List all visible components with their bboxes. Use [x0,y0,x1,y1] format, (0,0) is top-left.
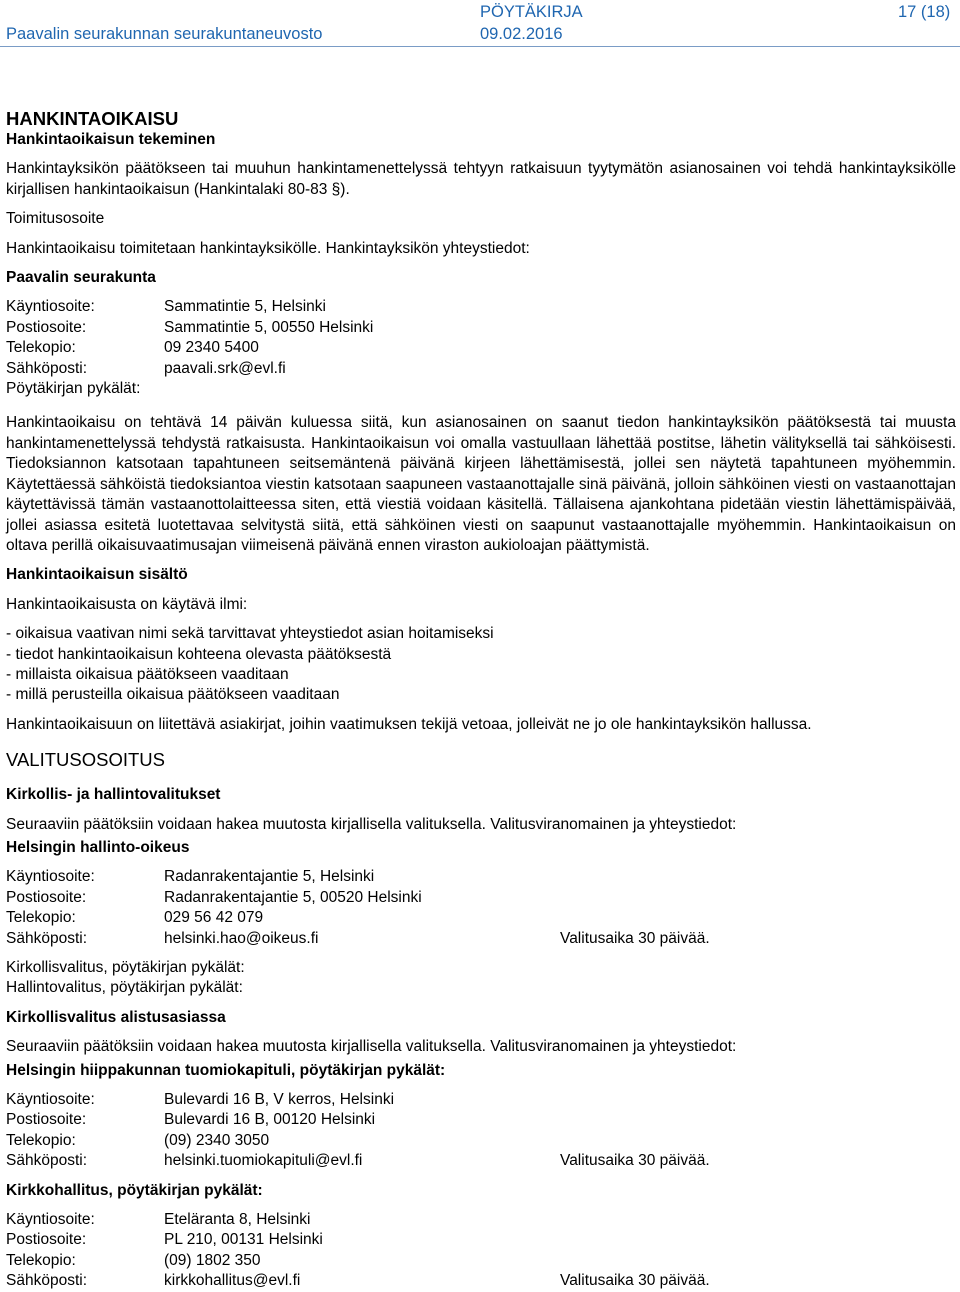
contact-row [6,929,956,949]
contact-value: Sammatintie 5, 00550 Helsinki [164,318,374,336]
contact-row [6,1110,956,1130]
appeal-period: Valitusaika 30 päivää. [560,1272,710,1290]
header-organization: Paavalin seurakunnan seurakuntaneuvosto [6,25,323,43]
contact-row [6,1251,956,1271]
chapter-name: Helsingin hiippakunnan tuomiokapituli, pöytäkirjan pykälät: [6,1061,446,1079]
contact-value: Bulevardi 16 B, V kerros, Helsinki [164,1091,395,1109]
contact-value: Radanrakentajantie 5, 00520 Helsinki [164,888,422,906]
list-item: - oikaisua vaativan nimi sekä tarvittavat yhteystiedot asian hoitamiseksi [6,625,494,643]
section-title-hankintaoikaisu: HANKINTAOIKAISU [6,108,179,129]
contact-row [6,297,956,317]
court-details [6,867,956,949]
contact-label: Postiosoite: [6,1111,87,1129]
contact-row [6,1131,956,1151]
alistus-heading: Kirkollisvalitus alistusasiassa [6,1008,226,1026]
contact-row [6,1090,956,1110]
address-text: Hankintaoikaisu toimitetaan hankintayksikölle. Hankintayksikön yhteystiedot: [6,239,530,257]
header-page-number: 17 (18) [898,3,951,21]
contact-email[interactable]: helsinki.tuomiokapituli@evl.fi [164,1152,363,1170]
appeal-period: Valitusaika 30 päivää. [560,929,710,947]
contact-email[interactable]: helsinki.hao@oikeus.fi [164,929,319,947]
contact-label: Telekopio: [6,909,76,927]
court-name: Helsingin hallinto-oikeus [6,838,190,856]
list-item: - millaista oikaisua päätökseen vaaditaan [6,665,289,683]
contact-value: Eteläranta 8, Helsinki [164,1211,311,1229]
content-heading: Hankintaoikaisun sisältö [6,566,188,584]
header-date: 09.02.2016 [480,25,563,43]
church-appeal-label: Kirkollisvalitus, pöytäkirjan pykälät: [6,959,245,976]
appeal-intro: Seuraaviin päätöksiin voidaan hakea muutosta kirjallisella valituksella. Valitusviranomainen ja yhteystiedot: [6,815,737,833]
contact-value: Sammatintie 5, Helsinki [164,298,326,316]
contact-email[interactable]: paavali.srk@evl.fi [164,359,286,377]
contact-value: (09) 2340 3050 [164,1131,270,1149]
document-body [6,108,956,1292]
contact-label: Käyntiosoite: [6,1091,95,1109]
contact-label: Käyntiosoite: [6,1211,95,1229]
contact-label: Telekopio: [6,339,76,357]
list-item: - tiedot hankintaoikaisun kohteena olevasta päätöksestä [6,645,392,663]
contact-row [6,867,956,887]
subsection-title: Hankintaoikaisun tekeminen [6,131,216,148]
attachments-paragraph: Hankintaoikaisuun on liitettävä asiakirjat, joihin vaatimuksen tekijä vetoaa, jolleivät ne jo ole hankintayksikön hallussa. [6,715,812,733]
intro-paragraph: Hankintayksikön päätökseen tai muuhun hankintamenettelyssä tehtyyn ratkaisuun tyytymätön asianosainen voi tehdä hankintayksikölle kirjallisen hankintaoikaisun (Hankintalaki 80-83 §). [6,160,956,198]
contact-name: Paavalin seurakunta [6,269,156,287]
contact-row [6,1151,956,1171]
body-paragraph: Hankintaoikaisu on tehtävä 14 päivän kuluessa siitä, kun asianosainen on saanut tiedon hankintayksikön päätöksestä tai muusta hankintamenettelyssä tehdystä ratkaisusta. Hankintaoikaisun voi omalla vastuullaan lähettää postitse, lähetin välityksellä tai sähköisesti. Tiedoksiannon katsotaan tapahtuneen seitsemäntenä päivänä kirjeen lähettämisestä, jollei sen näytetä tapahtuneen myöhemmin. Käytettäessä sähköistä tiedoksiantoa viestin katsotaan saapuneen vastaanottajalle sinä päivänä, jolloin sähköinen viesti on vastaanottajan käytettävissä tämän vastaanottolaitteessa siten, että viestiä voidaan käsitellä. Tällaisena ajankohtana pidetään viestin lähettämispäivää, jollei asiassa esitetä luotettavaa selvitystä siitä, että sähköinen viesti on saapunut vastaanottajalle myöhemmin. Hankintaoikaisun on oltava perillä oikaisuvaatimusajan viimeisenä päivänä ennen viraston aukioloajan päättymistä. [6,414,956,554]
appeal-period: Valitusaika 30 päivää. [560,1152,710,1170]
sections-label: Pöytäkirjan pykälät: [6,380,141,398]
content-list [6,624,956,706]
contact-row [6,1271,956,1291]
contact-value: PL 210, 00131 Helsinki [164,1231,323,1249]
contact-row [6,1230,956,1250]
contact-value: 029 56 42 079 [164,909,264,927]
header-divider [0,46,960,47]
page-header [0,0,960,46]
contact-row [6,338,956,358]
section-title-valitusosoitus: VALITUSOSOITUS [6,749,165,771]
contact-row [6,1210,956,1230]
contact-label: Telekopio: [6,1131,76,1149]
contact-row [6,888,956,908]
contact-label: Postiosoite: [6,888,87,906]
contact-row [6,359,956,379]
contact-label: Postiosoite: [6,1231,87,1249]
contact-value: (09) 1802 350 [164,1251,261,1269]
contact-label: Sähköposti: [6,359,87,377]
contact-label: Sähköposti: [6,929,87,947]
address-label: Toimitusosoite [6,210,105,228]
contact-details [6,297,956,399]
board-name: Kirkkohallitus, pöytäkirjan pykälät: [6,1181,263,1199]
admin-appeal-label: Hallintovalitus, pöytäkirjan pykälät: [6,979,243,997]
contact-value: Bulevardi 16 B, 00120 Helsinki [164,1111,376,1129]
contact-email[interactable]: kirkkohallitus@evl.fi [164,1272,301,1290]
contact-label: Sähköposti: [6,1272,87,1290]
list-item: - millä perusteilla oikaisua päätökseen vaaditaan [6,686,340,704]
board-details [6,1210,956,1292]
subsection-title: Kirkollis- ja hallintovalitukset [6,786,221,804]
contact-row [6,318,956,338]
contact-label: Telekopio: [6,1251,76,1269]
alistus-intro: Seuraaviin päätöksiin voidaan hakea muutosta kirjallisella valituksella. Valitusviranomainen ja yhteystiedot: [6,1038,737,1056]
contact-label: Sähköposti: [6,1152,87,1170]
header-doc-type: PÖYTÄKIRJA [480,3,583,21]
content-intro: Hankintaoikaisusta on käytävä ilmi: [6,595,248,613]
contact-label: Postiosoite: [6,318,87,336]
contact-value: Radanrakentajantie 5, Helsinki [164,868,375,886]
contact-label: Käyntiosoite: [6,298,95,316]
chapter-details [6,1090,956,1172]
contact-value: 09 2340 5400 [164,339,259,357]
contact-row [6,908,956,928]
contact-label: Käyntiosoite: [6,868,95,886]
